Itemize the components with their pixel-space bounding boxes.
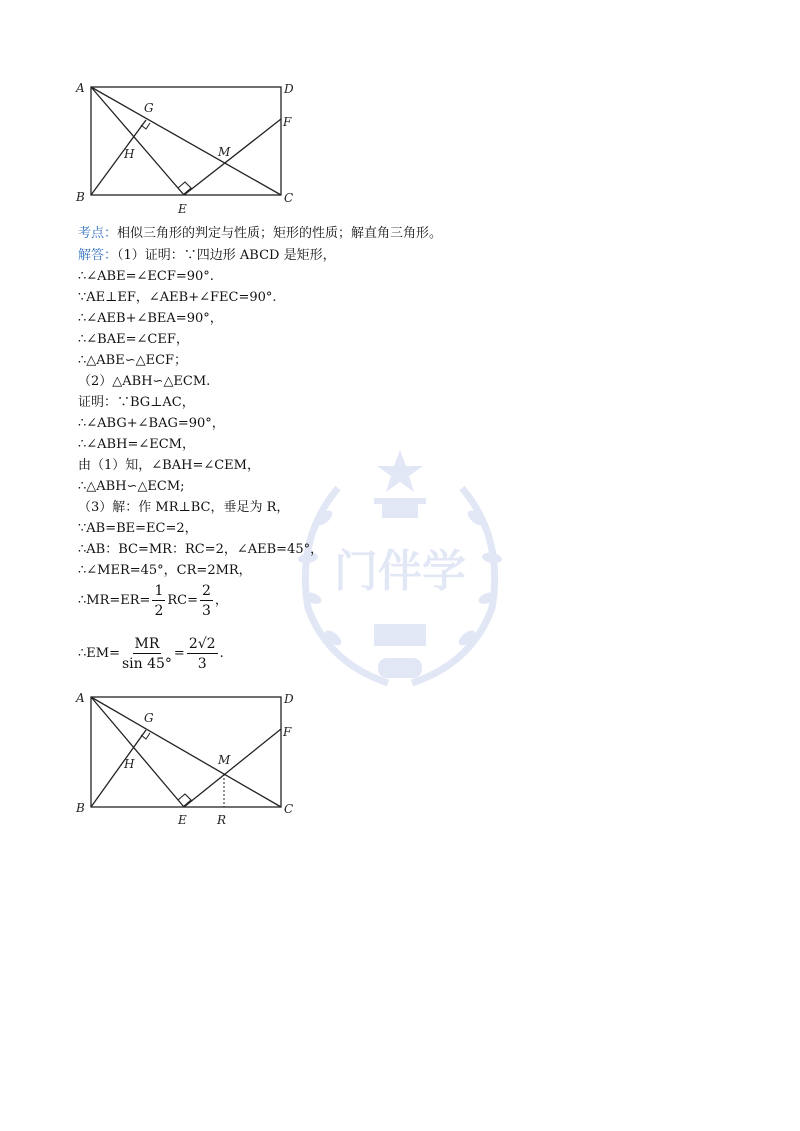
fraction-2root2-over-3: $\frac{2√2}{3}$ bbox=[188, 636, 216, 672]
solution-first-line bbox=[78, 248, 336, 264]
label-D: D bbox=[284, 692, 294, 706]
solution-line: ∴∠ABH=∠ECM， bbox=[78, 437, 195, 452]
label-H: H bbox=[124, 757, 135, 771]
solution-label: 解答： bbox=[78, 248, 118, 263]
solution-line: （3）解：作 MR⊥BC，垂足为 R， bbox=[78, 500, 290, 515]
label-M: M bbox=[218, 753, 231, 767]
solution-line: ∴∠ABE=∠ECF=90°. bbox=[78, 269, 214, 284]
solution-line: ∴∠MER=45°，CR=2MR， bbox=[78, 563, 252, 578]
solution-line: ∴AB：BC=MR：RC=2，∠AEB=45°， bbox=[78, 542, 324, 557]
svg-text:门伴学: 门伴学 bbox=[334, 546, 466, 597]
label-F: F bbox=[283, 115, 292, 129]
solution-line: ∴△ABH∽△ECM; bbox=[78, 479, 185, 494]
solution-line: ∴∠AEB+∠BEA=90°， bbox=[78, 311, 223, 326]
label-B: B bbox=[76, 190, 85, 204]
em-equation-line: ∴EM= $\frac{MR}{\sin 45^\circ}$ = $\frac{2√2}{3}$ . bbox=[78, 636, 224, 672]
fraction-two-thirds: $\frac{2}{3}$ bbox=[202, 583, 211, 619]
solution-line: ∴△ABE∽△ECF； bbox=[78, 353, 188, 368]
solution-line: 由（1）知，∠BAH=∠CEM， bbox=[78, 458, 260, 473]
geometry-figure-2 bbox=[74, 690, 304, 834]
geometry-figure-1 bbox=[74, 80, 304, 224]
label-A: A bbox=[76, 691, 85, 705]
kaodian-line bbox=[78, 226, 442, 242]
label-C: C bbox=[284, 802, 294, 816]
label-H: H bbox=[124, 147, 135, 161]
label-C: C bbox=[284, 191, 294, 205]
label-G: G bbox=[144, 101, 154, 115]
label-A: A bbox=[76, 81, 85, 95]
watermark-logo bbox=[278, 448, 522, 698]
fraction-one-half: $\frac{1}{2}$ bbox=[154, 583, 164, 619]
solution-step1: （1）证明：∵四边形 ABCD 是矩形， bbox=[117, 248, 336, 263]
solution-line: ∴∠ABG+∠BAG=90°， bbox=[78, 416, 225, 431]
solution-line: ∵AB=BE=EC=2， bbox=[78, 521, 198, 536]
solution-line: （2）△ABH∽△ECM. bbox=[78, 374, 211, 389]
fraction-mr-over-sin45: $\frac{MR}{\sin 45^\circ}$ bbox=[121, 636, 172, 672]
label-B: B bbox=[76, 801, 85, 815]
label-E: E bbox=[178, 202, 187, 216]
kaodian-label: 考点： bbox=[78, 226, 118, 241]
label-R: R bbox=[217, 813, 227, 827]
label-G: G bbox=[144, 711, 154, 725]
solution-line: 证明：∵BG⊥AC， bbox=[78, 395, 195, 410]
label-M: M bbox=[218, 145, 231, 159]
label-D: D bbox=[284, 82, 294, 96]
solution-line: ∴∠BAE=∠CEF， bbox=[78, 332, 189, 347]
kaodian-text: 相似三角形的判定与性质；矩形的性质；解直角三角形。 bbox=[117, 226, 443, 241]
mr-equation-line: ∴MR=ER= $\frac{1}{2}$ RC= $\frac{2}{3}$ ， bbox=[78, 583, 228, 619]
solution-line: ∵AE⊥EF，∠AEB+∠FEC=90°. bbox=[78, 290, 277, 305]
label-E: E bbox=[178, 813, 187, 827]
label-F: F bbox=[283, 725, 292, 739]
